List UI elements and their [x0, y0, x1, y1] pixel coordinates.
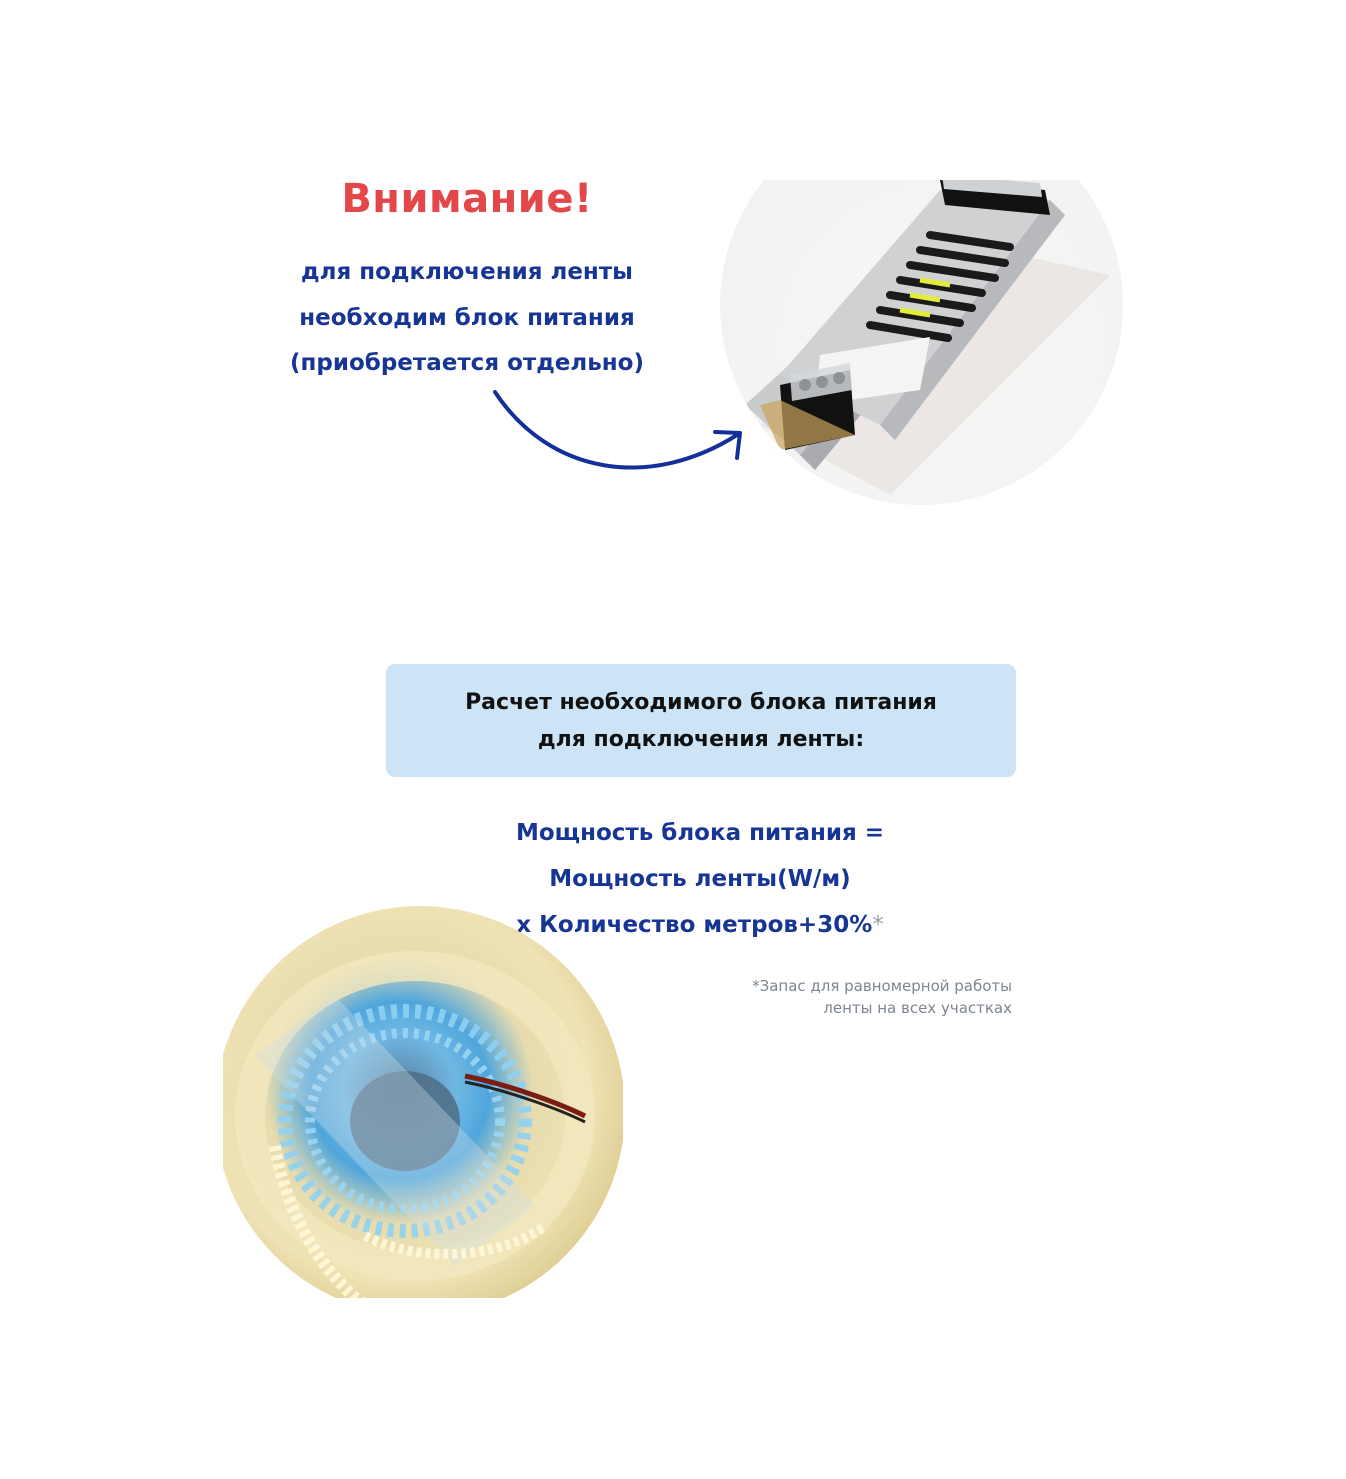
attention-line-2: необходим блок питания — [299, 305, 635, 331]
attention-line-3: (приобретается отдельно) — [290, 350, 644, 376]
led-strip-reel-icon — [223, 906, 623, 1298]
calculation-heading-line-2: для подключения ленты: — [537, 726, 865, 752]
formula-line-1: Мощность блока питания = — [515, 820, 885, 846]
formula-line-2: Мощность ленты(W/м) — [549, 866, 851, 892]
formula-line-3-text: х Количество метров+30% — [516, 912, 873, 938]
footnote-line-1: *Запас для равномерной работы — [752, 977, 1012, 995]
formula-asterisk: * — [872, 912, 884, 938]
attention-line-1: для подключения ленты — [301, 259, 633, 285]
calculation-heading-box — [386, 664, 1016, 777]
calculation-heading-line-1: Расчет необходимого блока питания — [465, 689, 937, 715]
power-supply-icon — [720, 180, 1123, 505]
attention-title: Внимание! — [341, 176, 593, 222]
power-supply-image — [700, 180, 1140, 510]
led-strip-image — [223, 900, 623, 1298]
footnote — [640, 975, 1012, 1019]
footnote-line-2: ленты на всех участках — [823, 999, 1012, 1017]
